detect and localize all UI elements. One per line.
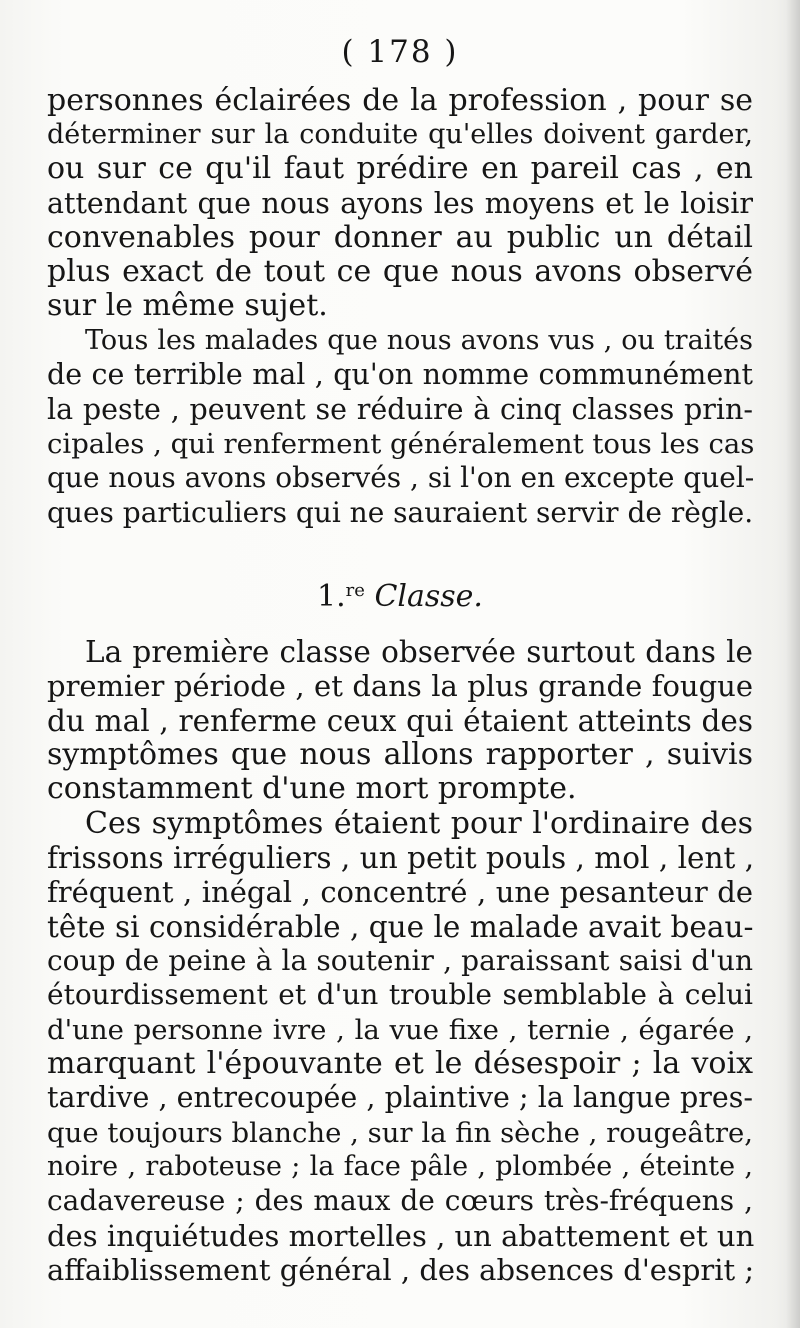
text-line: coup de peine à la soutenir , paraissant saisi d'un	[47, 944, 753, 977]
text-line: du mal , renferme ceux qui étaient atteints des	[47, 704, 753, 738]
text-line: constamment d'une mort prompte.	[47, 771, 577, 806]
text-line: Tous les malades que nous avons vus , ou traités	[85, 325, 753, 356]
text-line: sur le même sujet.	[47, 288, 328, 323]
section-heading	[0, 574, 800, 614]
text-line: noire , raboteuse ; la face pâle , plombée , éteinte ,	[47, 1151, 753, 1182]
text-line: étourdissement et d'un trouble semblable à celui	[47, 978, 753, 1011]
text-line: déterminer sur la conduite qu'elles doivent garder,	[47, 119, 753, 150]
text-line: d'une personne ivre , la vue fixe , ternie , égarée ,	[47, 1014, 753, 1046]
text-line: que nous avons observés , si l'on en excepte quel-	[47, 461, 755, 494]
section-title: Classe.	[374, 579, 483, 614]
text-line: ques particuliers qui ne sauraient servir de règle.	[47, 496, 754, 529]
text-line: convenables pour donner au public un détail	[47, 220, 753, 255]
text-line: tête si considérable , que le malade avait beau-	[47, 910, 754, 944]
text-line: la peste , peuvent se réduire à cinq classes prin-	[47, 393, 753, 426]
text-line: plus exact de tout ce que nous avons observé	[47, 254, 753, 289]
text-line: que toujours blanche , sur la fin sèche , rougeâtre,	[47, 1117, 753, 1149]
text-line: Ces symptômes étaient pour l'ordinaire des	[85, 806, 753, 841]
text-line: cipales , qui renferment généralement tous les cas	[47, 428, 755, 460]
text-line: personnes éclairées de la profession , pour se	[47, 83, 753, 118]
page-number: ( 178 )	[341, 34, 459, 70]
text-line: frissons irréguliers , un petit pouls , mol , lent ,	[47, 841, 755, 875]
text-line: de ce terrible mal , qu'on nomme communément	[47, 358, 753, 391]
text-line: premier période , et dans la plus grande fougue	[47, 669, 753, 703]
page-edge-shadow	[786, 0, 800, 1328]
text-line: marquant l'épouvante et le désespoir ; la voix	[47, 1046, 753, 1081]
text-line: ou sur ce qu'il faut prédire en pareil cas , en	[47, 151, 753, 186]
text-line: cadavereuse ; des maux de cœurs très-fréquens ,	[47, 1184, 753, 1217]
text-line: tardive , entrecoupée , plaintive ; la langue pres-	[47, 1081, 753, 1114]
text-line: symptômes que nous allons rapporter , suivis	[47, 737, 753, 772]
text-line: des inquiétudes mortelles , un abattement et un	[47, 1219, 755, 1253]
text-line: attendant que nous ayons les moyens et le loisir	[47, 187, 753, 220]
text-line: fréquent , inégal , concentré , une pesanteur de	[47, 875, 753, 909]
text-line: affaiblissement général , des absences d'esprit ;	[47, 1253, 755, 1287]
text-line: La première classe observée surtout dans le	[85, 635, 753, 669]
section-ordinal: 1.$^{re}$	[317, 579, 365, 614]
